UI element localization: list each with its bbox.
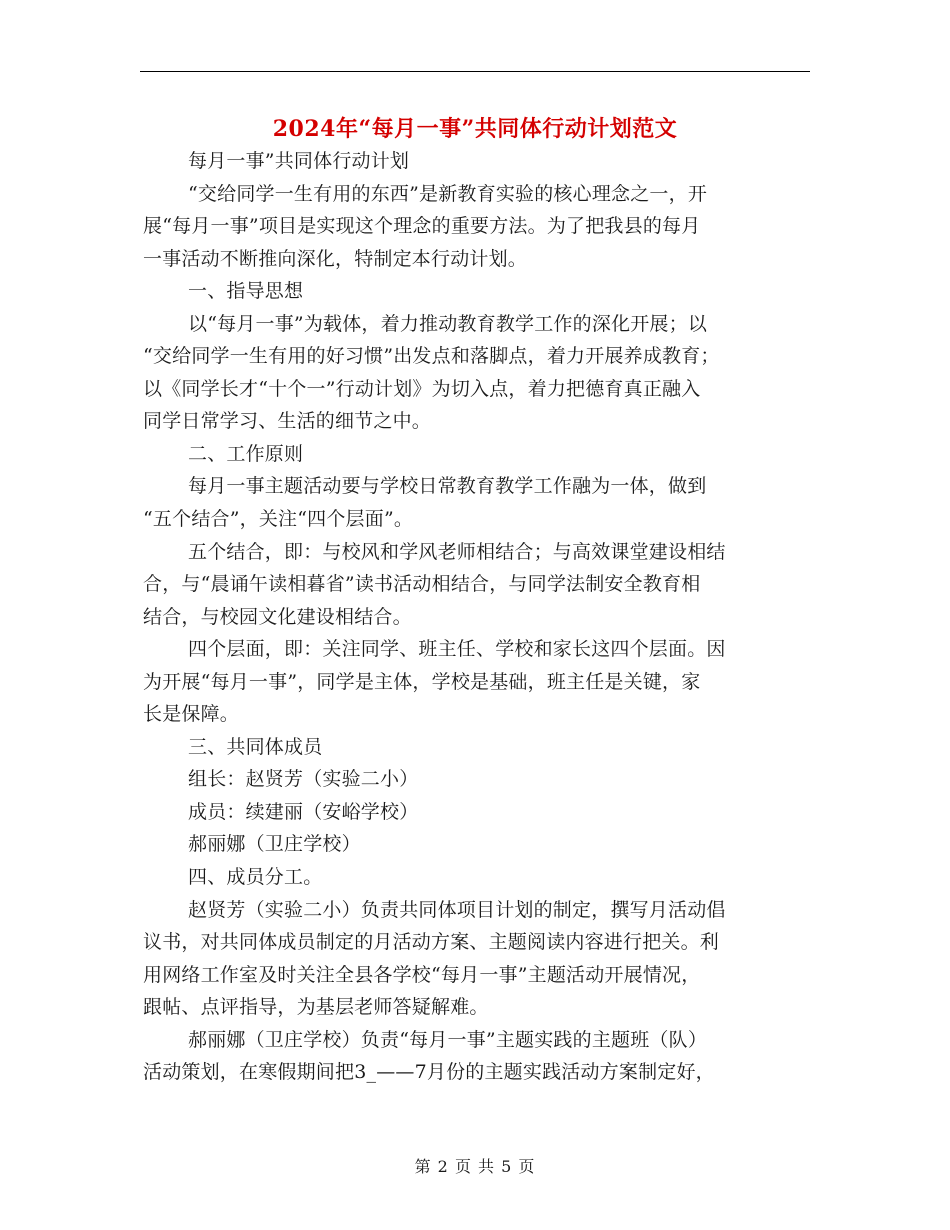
text-line: 以《同学长才“十个一”行动计划》为切入点，着力把德育真正融入 — [143, 377, 701, 400]
text-line: 结合，与校园文化建设相结合。 — [143, 605, 412, 628]
text-line: 以“每月一事”为载体，着力推动教育教学工作的深化开展；以 — [188, 312, 708, 335]
text-line: 郝丽娜（卫庄学校）负责“每月一事”主题实践的主题班（队） — [188, 1028, 708, 1051]
text-line: 四个层面，即：关注同学、班主任、学校和家长这四个层面。因 — [188, 638, 726, 661]
page-number: 第 2 页 共 5 页 — [414, 1157, 536, 1176]
document-title: 2024年“每月一事”共同体行动计划范文 — [272, 116, 678, 142]
text-line: 赵贤芳（实验二小）负责共同体项目计划的制定，撰写月活动倡 — [188, 898, 726, 921]
text-line: 郝丽娜（卫庄学校） — [188, 833, 361, 856]
text-line: 四、成员分工。 — [188, 866, 323, 889]
text-line: 每月一事”共同体行动计划 — [188, 150, 410, 172]
text-line: 合，与“晨诵午读相暮省”读书活动相结合，与同学法制安全教育相 — [143, 573, 701, 596]
text-line: 二、工作原则 — [188, 442, 304, 465]
text-line: 活动策划，在寒假期间把3_——7月份的主题实践活动方案制定好， — [143, 1061, 715, 1084]
text-line: 跟帖、点评指导，为基层老师答疑解难。 — [143, 996, 489, 1019]
text-line: 一、指导思想 — [188, 280, 304, 303]
document-body — [143, 145, 808, 1089]
text-line: 成员：续建丽（安峪学校） — [188, 800, 419, 823]
text-line: 组长：赵贤芳（实验二小） — [188, 768, 419, 791]
text-line: “五个结合”，关注“四个层面”。 — [143, 508, 414, 531]
text-line: 每月一事主题活动要与学校日常教育教学工作融为一体，做到 — [188, 475, 707, 498]
text-line: 议书，对共同体成员制定的月活动方案、主题阅读内容进行把关。利 — [143, 931, 720, 954]
text-line: 用网络工作室及时关注全县各学校“每月一事”主题活动开展情况， — [143, 963, 701, 986]
header-rule — [140, 71, 810, 72]
text-line: 五个结合，即：与校风和学风老师相结合；与高效课堂建设相结 — [188, 540, 726, 563]
text-line: “交给同学一生有用的东西”是新教育实验的核心理念之一，开 — [188, 182, 708, 205]
text-line: 同学日常学习、生活的细节之中。 — [143, 410, 432, 433]
text-line: “交给同学一生有用的好习惯”出发点和落脚点，着力开展养成教育； — [143, 345, 720, 368]
text-line: 长是保障。 — [143, 703, 240, 726]
text-line: 展“每月一事”项目是实现这个理念的重要方法。为了把我县的每月 — [143, 215, 701, 238]
text-line: 三、共同体成员 — [188, 735, 323, 758]
text-line: 为开展“每月一事”，同学是主体，学校是基础，班主任是关键，家 — [143, 670, 701, 693]
text-line: 一事活动不断推向深化，特制定本行动计划。 — [143, 247, 528, 270]
